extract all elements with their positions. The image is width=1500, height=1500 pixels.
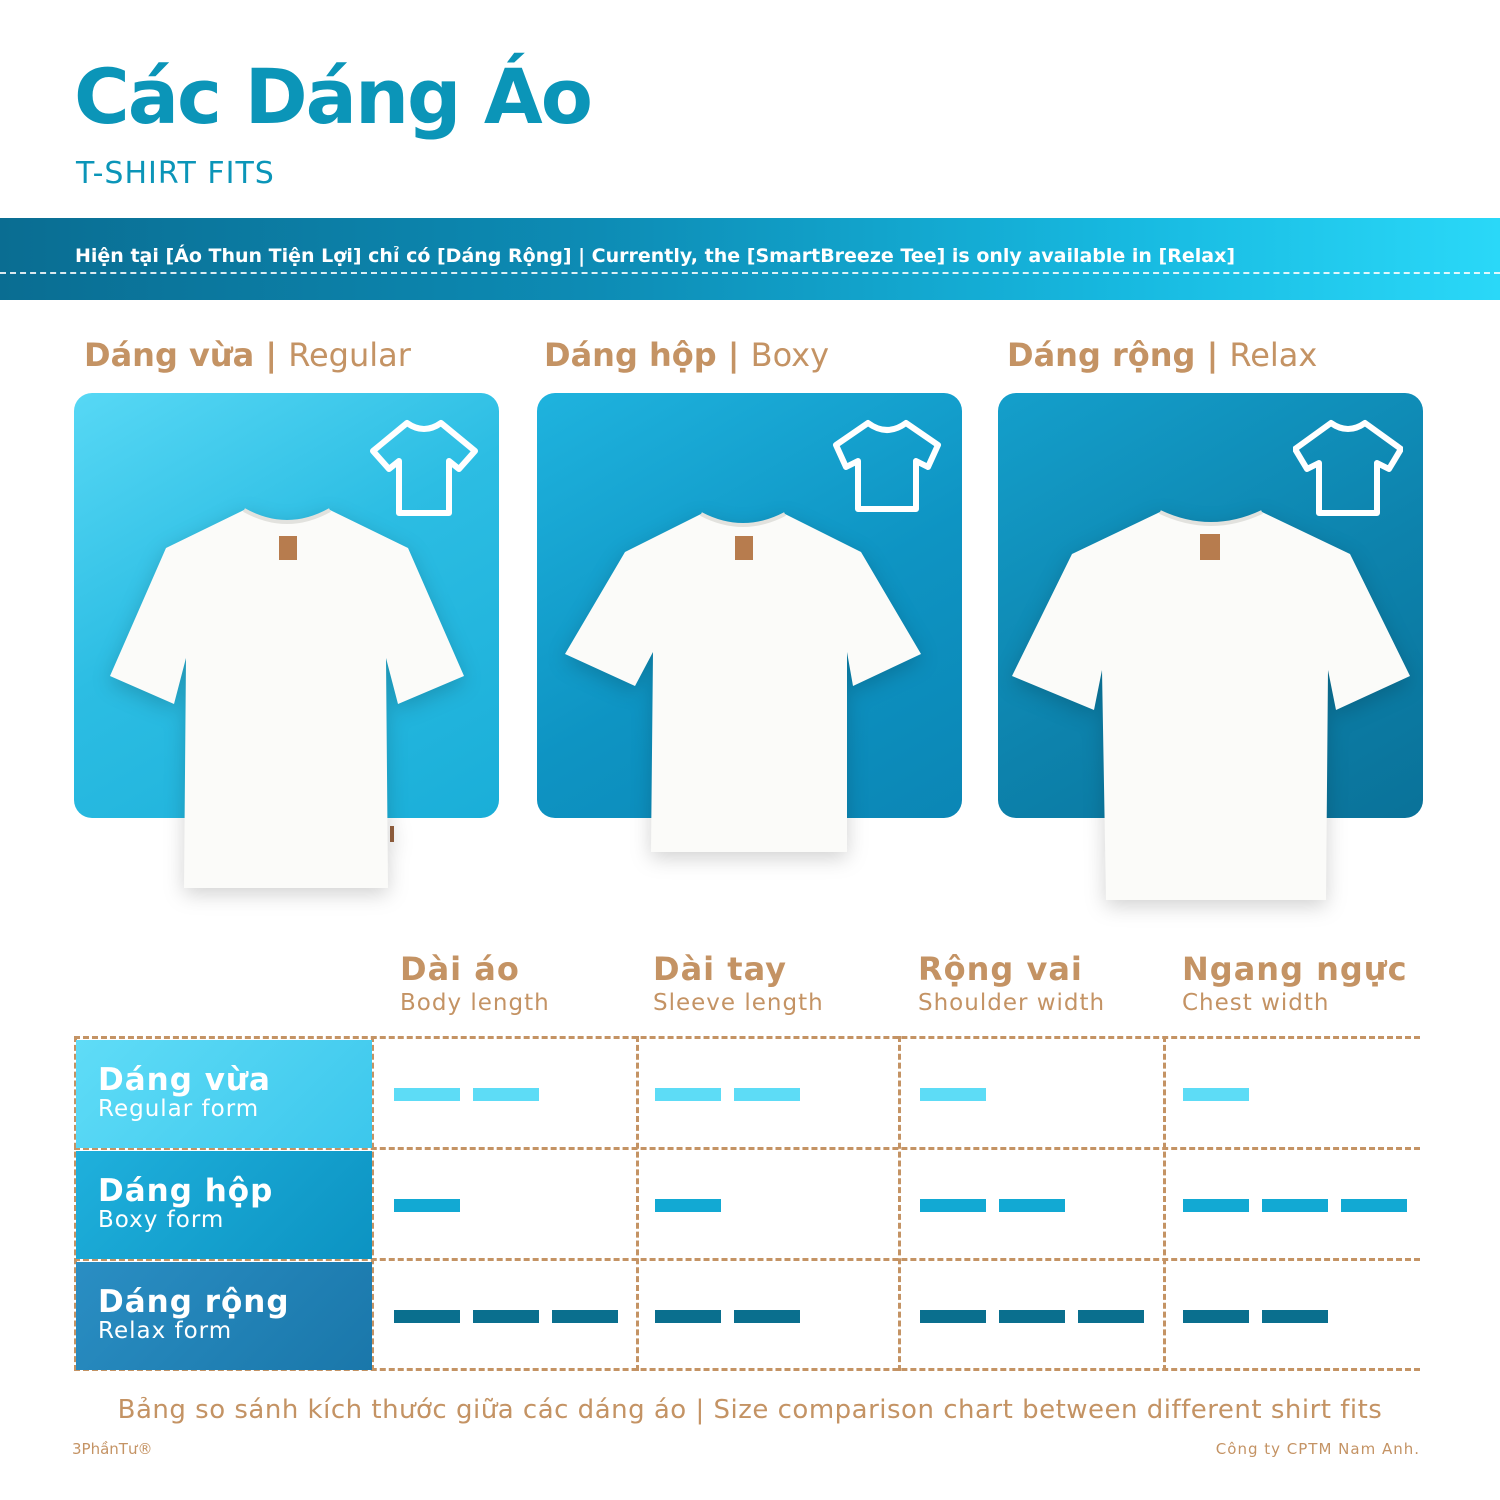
level-bar-relax [920,1310,986,1323]
brand-mark: 3PhầnTư® [72,1440,153,1458]
level-bar-regular [394,1088,460,1101]
level-bar-relax [1183,1310,1249,1323]
table-caption: Bảng so sánh kích thước giữa các dáng áo | Size comparison chart between different shirt fits [117,1395,1383,1425]
level-bar-boxy [920,1199,986,1212]
level-bar-relax [552,1310,618,1323]
fit-label-separator: | [254,336,289,374]
fit-label-boxy [544,336,829,374]
tshirt-outline-icon [832,419,942,517]
column-header-vi: Ngang ngực [1182,950,1408,988]
row-label-en: Relax form [98,1318,233,1344]
column-header-en: Body length [400,990,550,1016]
level-bar-boxy [1183,1199,1249,1212]
level-bar-regular [920,1088,986,1101]
fit-label-separator: | [1195,336,1230,374]
level-bar-regular [655,1088,721,1101]
row-label-vi: Dáng vừa [98,1062,271,1098]
fit-label-regular-vi: Dáng vừa [84,336,255,374]
table-divider [636,1036,639,1371]
level-bar-boxy [394,1199,460,1212]
level-bar-regular [473,1088,539,1101]
row-label-en: Boxy form [98,1207,225,1233]
column-header-en: Shoulder width [918,990,1106,1016]
column-header-shoulder-width [918,950,1105,1016]
level-bar-relax [473,1310,539,1323]
column-header-en: Chest width [1182,990,1330,1016]
column-header-en: Sleeve length [653,990,824,1016]
fit-label-regular-en: Regular [288,336,411,374]
tshirt-outline-icon [1293,419,1403,517]
fit-label-boxy-en: Boxy [750,336,830,374]
level-bar-regular [734,1088,800,1101]
row-label-vi: Dáng rộng [98,1284,290,1320]
level-bar-relax [655,1310,721,1323]
page-title: Các Dáng Áo [74,52,591,141]
row-label-boxy [76,1151,372,1259]
column-header-vi: Dài tay [653,950,788,988]
fit-label-relax [1007,336,1317,374]
level-bar-boxy [1341,1199,1407,1212]
fit-label-regular [84,336,411,374]
level-bar-relax [1262,1310,1328,1323]
regular-tshirt-image [108,508,466,890]
level-bar-boxy [655,1199,721,1212]
boxy-tshirt-image [563,512,923,854]
relax-tshirt-image [1010,510,1412,902]
level-bar-boxy [1262,1199,1328,1212]
column-header-body-length [400,950,550,1016]
level-bar-boxy [999,1199,1065,1212]
row-label-vi: Dáng hộp [98,1173,274,1209]
tshirt-outline-icon [369,419,479,517]
info-banner [0,218,1500,300]
fit-label-relax-vi: Dáng rộng [1007,336,1196,374]
row-label-regular [76,1040,372,1148]
fit-label-relax-en: Relax [1229,336,1318,374]
column-header-chest-width [1182,950,1408,1016]
page-subtitle: T-SHIRT FITS [76,156,275,191]
banner-text: Hiện tại [Áo Thun Tiện Lợi] chỉ có [Dáng Rộng] | Currently, the [SmartBreeze Tee] is only available in [Relax] [75,245,1236,267]
banner-dashed-line [0,272,1500,274]
table-divider [74,1036,1420,1039]
fit-label-boxy-vi: Dáng hộp [544,336,717,374]
company-name: Công ty CPTM Nam Anh. [1215,1440,1420,1458]
fit-label-separator: | [716,336,751,374]
column-header-vi: Dài áo [400,950,520,988]
row-label-en: Regular form [98,1096,260,1122]
level-bar-relax [394,1310,460,1323]
column-header-vi: Rộng vai [918,950,1083,988]
level-bar-relax [1078,1310,1144,1323]
table-divider [898,1036,901,1371]
level-bar-regular [1183,1088,1249,1101]
level-bar-relax [734,1310,800,1323]
level-bar-relax [999,1310,1065,1323]
column-header-sleeve-length [653,950,824,1016]
row-label-relax [76,1262,372,1370]
table-divider [1163,1036,1166,1371]
